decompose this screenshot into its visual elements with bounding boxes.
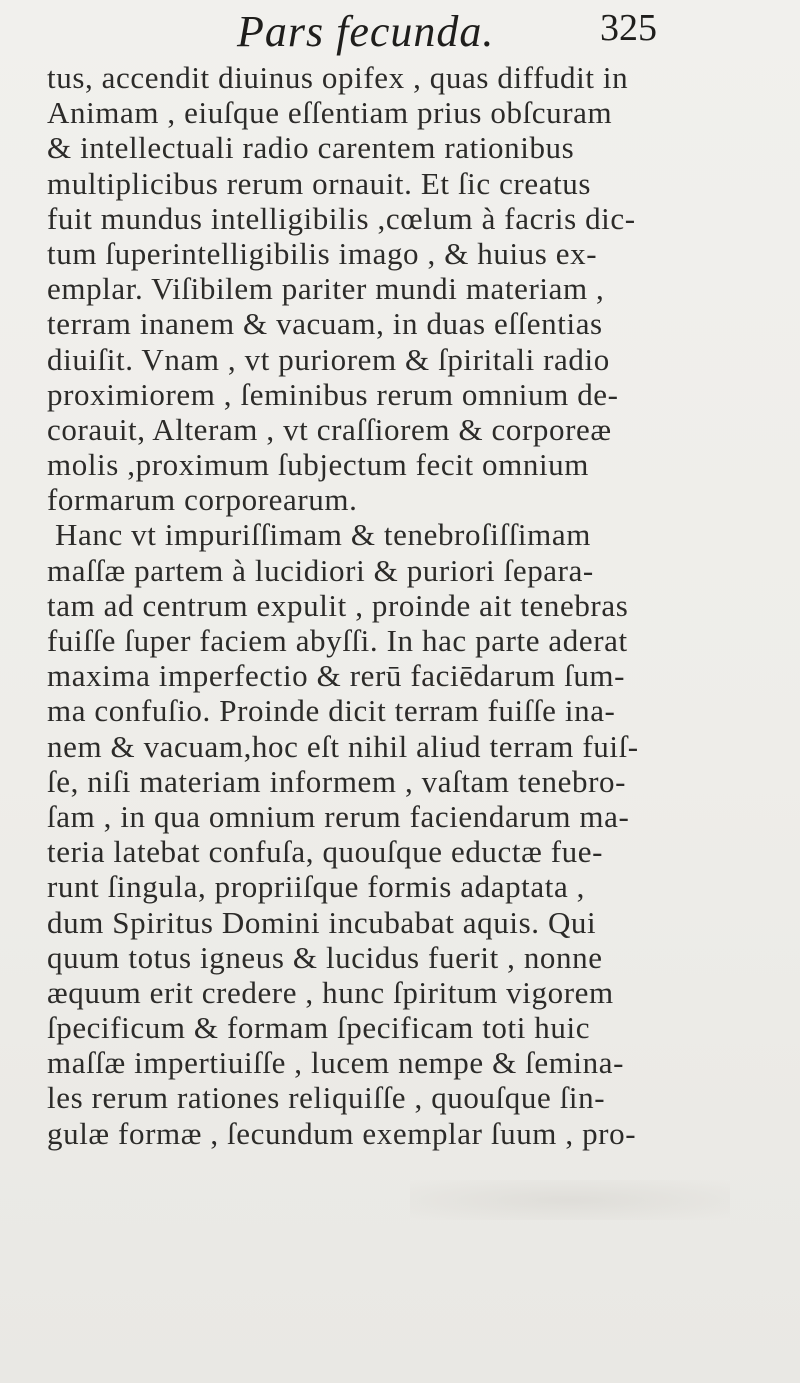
- text-line: & intellectuali radio carentem rationibus: [47, 130, 575, 166]
- running-title: Pars fecunda.: [237, 7, 495, 56]
- text-line: proximiorem , ſeminibus rerum omnium de-: [47, 376, 619, 412]
- text-line: fuiſſe ſuper faciem abyſſi. In hac parte aderat: [47, 623, 628, 658]
- text-line: maxima imperfectio & rerū faciēdarum ſum-: [47, 658, 626, 694]
- text-line: molis ,proximum ſubjectum fecit omnium: [47, 447, 589, 483]
- paragraph-start-line: Hanc vt impuriſſimam & tenebroſiſſimam: [55, 517, 591, 553]
- text-line: diuiſit. Vnam , vt puriorem & ſpiritali radio: [47, 341, 610, 377]
- text-line: ſam , in qua omnium rerum faciendarum ma-: [47, 798, 630, 834]
- text-line: ſe, niſi materiam informem , vaſtam tenebro-: [47, 763, 627, 799]
- text-line: tum ſuperintelligibilis imago , & huius ex-: [47, 235, 598, 271]
- text-line: nem & vacuam,hoc eſt nihil aliud terram fuiſ-: [47, 728, 639, 764]
- text-line: multiplicibus rerum ornauit. Et ſic creatus: [47, 165, 592, 201]
- text-line: dum Spiritus Domini incubabat aquis. Qui: [47, 904, 597, 940]
- text-line: tus, accendit diuinus opifex , quas diffudit in: [47, 60, 629, 95]
- text-line: gulæ formæ , ſecundum exemplar ſuum , pro-: [47, 1115, 637, 1151]
- body-text: [47, 60, 797, 1151]
- paper-smudge: [410, 1180, 730, 1220]
- text-line: Animam , eiuſque eſſentiam prius obſcuram: [47, 95, 613, 131]
- text-line: emplar. Viſibilem pariter mundi materiam ,: [47, 271, 605, 307]
- text-line: quum totus igneus & lucidus fuerit , nonne: [47, 939, 603, 975]
- text-line: les rerum rationes reliquiſſe , quouſque ſin-: [47, 1080, 606, 1116]
- text-line: maſſæ partem à lucidiori & puriori ſepara-: [47, 552, 594, 588]
- text-line: teria latebat confuſa, quouſque eductæ fue-: [47, 834, 604, 870]
- text-line: ſpecificum & formam ſpecificam toti huic: [47, 1010, 591, 1046]
- text-line: æquum erit credere , hunc ſpiritum vigorem: [47, 974, 614, 1010]
- text-line: fuit mundus intelligibilis ,cœlum à facris dic-: [47, 200, 636, 236]
- text-line: ma confuſio. Proinde dicit terram fuiſſe ina-: [47, 693, 616, 729]
- text-line: tam ad centrum expulit , proinde ait tenebras: [47, 587, 629, 623]
- text-line: maſſæ impertiuiſſe , lucem nempe & ſemina-: [47, 1045, 625, 1081]
- text-line: corauit, Alteram , vt craſſiorem & corporeæ: [47, 411, 612, 447]
- text-line: formarum corporearum.: [47, 482, 358, 518]
- running-head: [0, 4, 800, 66]
- page-number: 325: [600, 7, 657, 49]
- text-line: runt ſingula, propriiſque formis adaptata ,: [47, 869, 586, 905]
- text-line: terram inanem & vacuam, in duas eſſentias: [47, 306, 603, 342]
